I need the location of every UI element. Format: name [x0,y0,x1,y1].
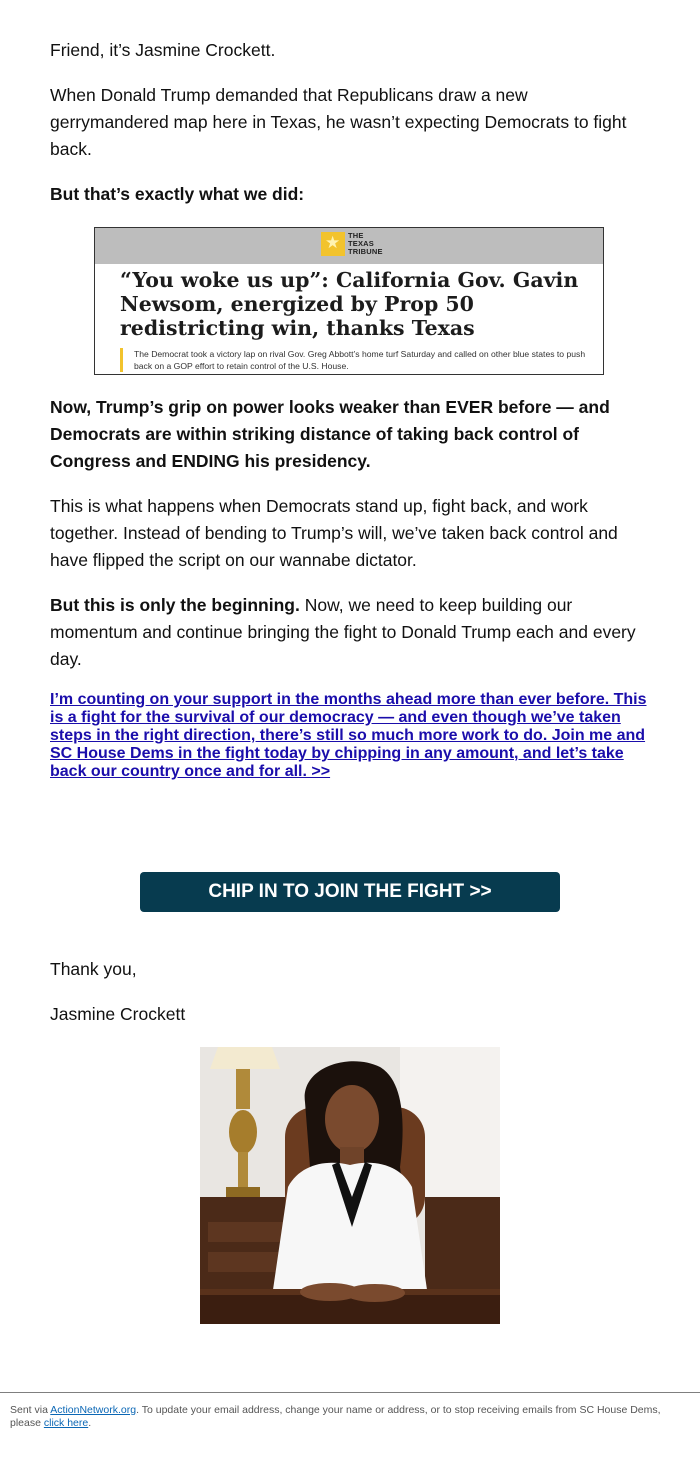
grip-paragraph: Now, Trump’s grip on power looks weaker than EVER before — and Democrats are within striking distance of taking back control of Congress and ENDING his presidency. [50,397,610,471]
tribune-star-icon [321,232,345,256]
intro-paragraph: When Donald Trump demanded that Republicans draw a new gerrymandered map here in Texas, he wasn’t expecting Democrats to fight back. [50,85,627,159]
texas-tribune-logo [321,232,383,256]
footer-prefix: Sent via [10,1404,51,1416]
article-subhead: The Democrat took a victory lap on rival Gov. Greg Abbott’s home turf Saturday and called on other blue states to push back on a GOP effort to retain control of the U.S. House. [120,348,590,372]
footer-middle: . To update your email address, change your name or address, or to stop receiving emails from SC House Dems, please [10,1404,661,1429]
greeting-text: Friend, it’s Jasmine Crockett. [50,40,276,60]
happens-paragraph: This is what happens when Democrats stand up, fight back, and work together. Instead of bending to Trump’s will, we’ve taken back control and have flipped the script on our wannabe dictator. [50,496,618,570]
footer-suffix: . [88,1417,92,1429]
beginning-rest: Now, we need to keep building our momentum and continue bringing the fight to Donald Trump each and every day. [50,595,636,669]
beginning-bold: But this is only the beginning. [50,595,300,615]
article-banner [95,228,603,264]
signature-text: Jasmine Crockett [50,1004,186,1024]
email-footer [10,1404,670,1430]
beginning-paragraph [50,592,650,673]
actionnetwork-link[interactable]: ActionNetwork.org [50,1404,137,1416]
unsubscribe-link[interactable]: click here [43,1417,89,1429]
article-headline: “You woke us up”: California Gov. Gavin Newsom, energized by Prop 50 redistricting win, thanks Texas [120,268,579,340]
tribune-logo-text: THE TEXAS TRIBUNE [348,231,383,256]
thanks-text: Thank you, [50,959,137,979]
footer-divider [0,1392,700,1393]
donate-link[interactable]: I’m counting on your support in the months ahead more than ever before. This is a fight for the survival of our democracy — and even though we’ve taken steps in the right direction, there’s still so much more work to do. Join me and SC House Dems in the fight today by chipping in any amount, and let’s take back our country once and for all. >> [50,691,647,780]
chip-in-button[interactable]: CHIP IN TO JOIN THE FIGHT >> [140,872,560,912]
news-article-card[interactable] [94,227,604,375]
portrait-photo [200,1047,500,1324]
exactly-paragraph: But that’s exactly what we did: [50,184,305,204]
